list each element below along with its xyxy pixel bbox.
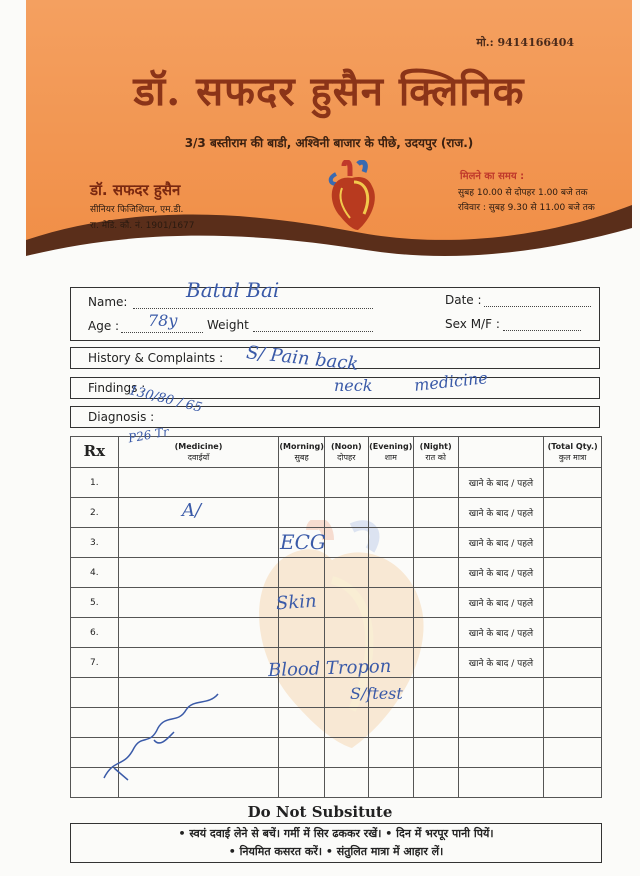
- meal-note: खाने के बाद / पहले: [458, 588, 544, 618]
- diagnosis-label: Diagnosis :: [88, 410, 155, 424]
- rx-symbol: Rx: [71, 437, 119, 468]
- meal-note: खाने के बाद / पहले: [458, 468, 544, 498]
- meal-note: खाने के बाद / पहले: [458, 558, 544, 588]
- name-label: Name:: [88, 295, 128, 309]
- mobile-number: मो.: 9414166404: [476, 36, 574, 49]
- do-not-substitute-notice: Do Not Subsitute: [247, 803, 393, 821]
- sex-field-line[interactable]: [503, 330, 581, 331]
- table-row[interactable]: [71, 498, 602, 528]
- table-row[interactable]: [71, 468, 602, 498]
- meal-note: खाने के बाद / पहले: [458, 618, 544, 648]
- table-row[interactable]: [71, 588, 602, 618]
- advice-line-2: • नियमित कसरत करें। • संतुलित मात्रा में आहार लें।: [228, 845, 444, 858]
- col-meal-timing: [458, 437, 544, 468]
- handwritten-medicine: medicine: [413, 368, 489, 395]
- age-label: Age :: [88, 319, 120, 333]
- heart-icon: [322, 160, 382, 232]
- timings-title: मिलने का समय :: [460, 171, 525, 182]
- sex-label: Sex M/F :: [445, 317, 500, 331]
- doctor-name: डॉ. सफदर हुसैन: [90, 181, 181, 199]
- handwritten-age: 78y: [148, 311, 178, 330]
- table-row[interactable]: [71, 618, 602, 648]
- weight-label: Weight: [207, 318, 249, 332]
- handwritten-rx-1: A/: [182, 500, 202, 521]
- handwritten-rx-2: ECG: [280, 530, 326, 554]
- col-night: (Night) रात को: [413, 437, 458, 468]
- letterhead-banner: [26, 0, 632, 270]
- weight-field-line[interactable]: [253, 331, 373, 332]
- registration-number: रा. मेडि. कौ. नं. 1901/1677: [90, 221, 195, 231]
- handwritten-history: S/ Pain back: [245, 342, 360, 375]
- col-morning: (Morning) सुबह: [279, 437, 325, 468]
- clinic-address: 3/3 बस्तीराम की बाडी, अश्विनी बाजार के पीछे, उदयपुर (राज.): [184, 136, 474, 150]
- timing-weekday: सुबह 10.00 से दोपहर 1.00 बजे तक: [458, 188, 588, 198]
- col-total-qty: (Total Qty.) कुल मात्रा: [544, 437, 602, 468]
- handwritten-findings: 130/80 / 65: [127, 383, 204, 416]
- col-evening: (Evening) शाम: [368, 437, 413, 468]
- date-field-line[interactable]: [484, 306, 591, 307]
- date-label: Date :: [445, 293, 482, 307]
- meal-note: खाने के बाद / पहले: [458, 648, 544, 678]
- row-number: 2.: [71, 498, 119, 528]
- col-medicine: (Medicine) दवाईयाँ: [118, 437, 279, 468]
- row-number: 5.: [71, 588, 119, 618]
- clinic-name: डॉ. सफदर हुसैन क्लिनिक: [133, 68, 525, 115]
- handwritten-rx-4: Blood Tropon: [267, 655, 392, 682]
- meal-note: खाने के बाद / पहले: [458, 528, 544, 558]
- timing-sunday: रविवार : सुबह 9.30 से 11.00 बजे तक: [458, 203, 595, 213]
- handwritten-rx-5: S/ftest: [350, 684, 403, 703]
- meal-note: खाने के बाद / पहले: [458, 498, 544, 528]
- row-number: 3.: [71, 528, 119, 558]
- col-noon: (Noon) दोपहर: [324, 437, 368, 468]
- handwritten-name: Batul Bai: [186, 278, 280, 302]
- diagnosis-row[interactable]: [70, 406, 600, 428]
- doctor-title: सीनियर फिजिशियन, एम.डी.: [90, 205, 184, 215]
- handwritten-rx-3: Skin: [275, 590, 318, 615]
- health-advice-box: [70, 823, 602, 863]
- table-row[interactable]: [71, 558, 602, 588]
- doctor-signature: [94, 688, 244, 788]
- table-row[interactable]: [71, 528, 602, 558]
- handwritten-diagnosis: P26 Tr: [127, 424, 170, 446]
- row-number: 7.: [71, 648, 119, 678]
- row-number: 1.: [71, 468, 119, 498]
- row-number: 4.: [71, 558, 119, 588]
- findings-label: Findings :: [88, 381, 146, 395]
- advice-line-1: • स्वयं दवाई लेने से बचें। गर्मी में सिर ढककर रखें। • दिन में भरपूर पानी पियें।: [178, 827, 494, 840]
- handwritten-neck: neck: [334, 376, 373, 395]
- age-field-line[interactable]: [121, 332, 203, 333]
- name-field-line[interactable]: [133, 308, 373, 309]
- history-label: History & Complaints :: [88, 351, 224, 365]
- row-number: 6.: [71, 618, 119, 648]
